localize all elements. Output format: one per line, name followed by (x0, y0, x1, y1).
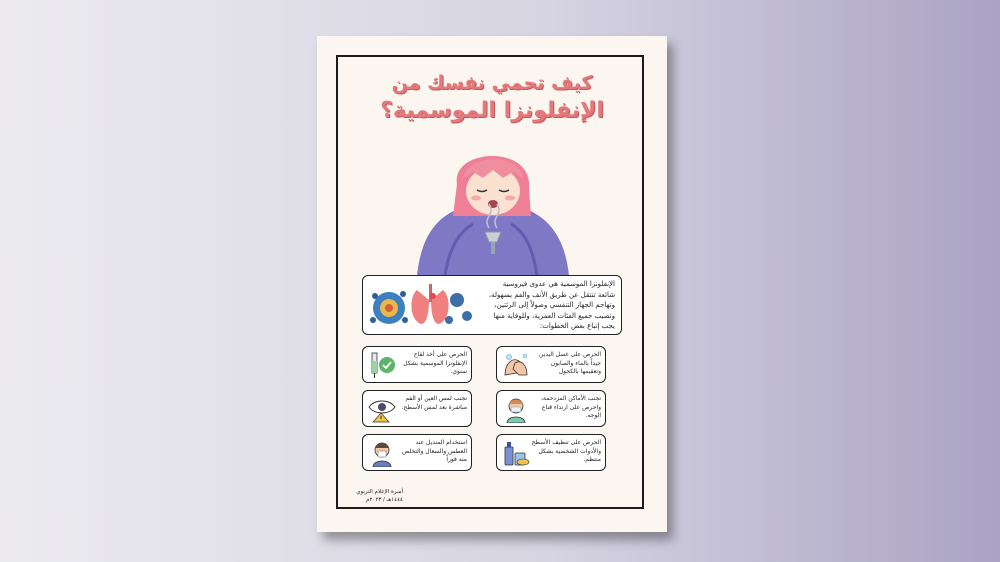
tip-card-vaccine (362, 346, 472, 383)
tip-text: تجنب لمس العين أو الفم مباشرة بعد لمس الأسطح. (401, 395, 467, 411)
lungs-virus-icon (369, 282, 477, 330)
poster (317, 36, 667, 532)
tip-text: الحرص على غسل اليدين جيداً بالماء والصابون وتعقيمها بالكحول (539, 351, 601, 375)
footer-line-1: أسرة الإعلام التربوي (356, 489, 403, 495)
tip-text: الحرص على أخذ لقاح الإنفلونزا الموسمية بشكل سنوي. (403, 351, 467, 375)
poster-title-line-1: كيف تحمي نفسك من (391, 72, 593, 94)
eye-warning-icon (367, 395, 397, 423)
tip-card-hand-washing (496, 346, 606, 383)
intro-box (362, 275, 622, 335)
syringe-check-icon (367, 351, 397, 379)
tip-card-touch-eyes (362, 390, 472, 427)
face-mask-person-icon (501, 395, 531, 423)
tip-card-tissue (362, 434, 472, 471)
intro-text: الإنفلونزا الموسمية هي عدوى فيروسية شائعة تنتقل عن طريق الأنف والفم بسهولة، وتهاجم الجهاز التنفسي وصولاً إلى الرئتين، وتصيب جميع الفئات العمرية، وللوقاية منها يجب إتباع بعض الخطوات: (488, 280, 615, 330)
footer (341, 488, 403, 504)
sneezing-person-icon (367, 439, 397, 467)
tip-text: تجنب الأماكن المزدحمة، واحرص على ارتداء قناع الوجه. (541, 395, 601, 419)
sick-girl-illustration (407, 136, 577, 276)
cleaning-supplies-icon (501, 439, 531, 467)
hand-washing-icon (501, 351, 531, 379)
tip-card-face-mask (496, 390, 606, 427)
tip-text: استخدام المنديل عند العطس والسعال والتخلص منه فوراً (401, 439, 467, 463)
tip-text: الحرص على تنظيف الأسطح والأدوات الشخصية بشكل منتظم. (531, 439, 601, 463)
poster-title-line-2: الإنفلونزا الموسمية؟ (380, 98, 604, 123)
tip-card-clean-surfaces (496, 434, 606, 471)
footer-line-2: ١٤٤٤هـ / ٢٠٢٣م (366, 497, 403, 503)
